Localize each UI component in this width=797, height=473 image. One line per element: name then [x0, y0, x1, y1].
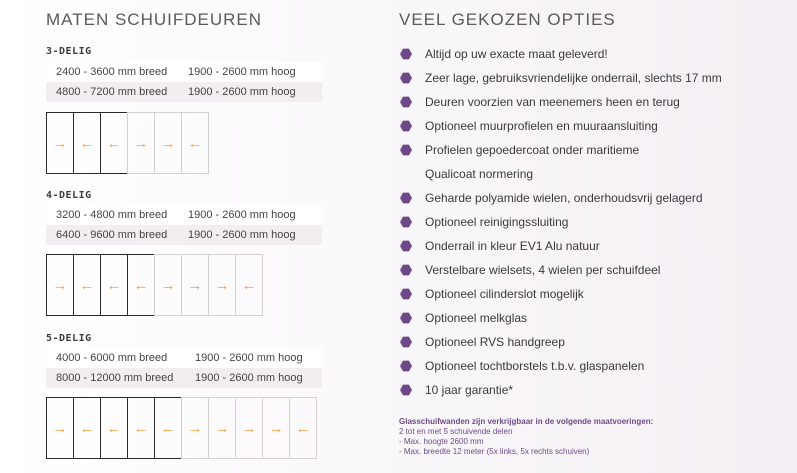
table-row — [46, 225, 322, 245]
arrow-right-icon: → — [214, 419, 230, 437]
notes-line: - Max. hoogte 2600 mm — [399, 437, 484, 446]
height-value: 1900 - 2600 mm hoog — [188, 229, 296, 241]
door-panel — [154, 112, 182, 174]
option-item — [399, 354, 722, 378]
width-value: 4800 - 7200 mm breed — [56, 86, 168, 98]
arrow-right-icon: → — [160, 134, 176, 152]
option-text: Verstelbare wielsets, 4 wielen per schuifdeel — [425, 263, 661, 277]
height-value: 1900 - 2600 mm hoog — [188, 86, 296, 98]
hexagon-bullet-icon — [400, 192, 412, 204]
door-panel — [235, 254, 263, 316]
notes-line: - Max. breedte 12 meter (5x links, 5x rechts schuiven) — [399, 447, 590, 456]
door-panel — [46, 254, 74, 316]
door-panel — [262, 397, 290, 459]
arrow-left-icon: ← — [295, 419, 311, 437]
option-item — [399, 378, 722, 402]
door-panel — [100, 397, 128, 459]
arrow-right-icon: → — [52, 419, 68, 437]
arrow-left-icon: ← — [79, 134, 95, 152]
table-row — [46, 82, 322, 102]
arrow-right-icon: → — [214, 276, 230, 294]
arrow-left-icon: ← — [106, 134, 122, 152]
door-panel — [73, 254, 101, 316]
hexagon-bullet-icon — [400, 288, 412, 300]
arrow-left-icon: ← — [133, 276, 149, 294]
hexagon-bullet-icon — [400, 360, 412, 372]
arrow-right-icon: → — [187, 419, 203, 437]
arrow-left-icon: ← — [79, 276, 95, 294]
door-panel — [127, 254, 155, 316]
sizes-title: MATEN SCHUIFDEUREN — [46, 10, 263, 29]
hexagon-bullet-icon — [400, 144, 412, 156]
hexagon-bullet-icon — [400, 120, 412, 132]
arrow-left-icon: ← — [241, 276, 257, 294]
door-diagram-5-delig — [46, 397, 316, 459]
option-item — [399, 42, 722, 66]
hexagon-bullet-icon — [400, 264, 412, 276]
option-item — [399, 210, 722, 234]
option-item — [399, 114, 722, 138]
arrow-left-icon: ← — [187, 134, 203, 152]
arrow-right-icon: → — [268, 419, 284, 437]
option-text: Optioneel muurprofielen en muuraansluiting — [425, 119, 658, 133]
hexagon-bullet-icon — [400, 240, 412, 252]
size-notes — [399, 417, 653, 457]
option-text: Optioneel RVS handgreep — [425, 335, 565, 349]
arrow-left-icon: ← — [106, 419, 122, 437]
option-text: Optioneel cilinderslot mogelijk — [425, 287, 584, 301]
arrow-right-icon: → — [187, 276, 203, 294]
option-text: Onderrail in kleur EV1 Alu natuur — [425, 239, 600, 253]
door-panel — [208, 397, 236, 459]
door-panel — [127, 397, 155, 459]
hexagon-bullet-icon — [400, 216, 412, 228]
hexagon-bullet-icon — [400, 72, 412, 84]
hexagon-bullet-icon — [400, 48, 412, 60]
option-text: Qualicoat normering — [425, 167, 534, 181]
width-value: 8000 - 12000 mm breed — [56, 372, 174, 384]
hexagon-bullet-icon — [400, 96, 412, 108]
door-panel — [100, 254, 128, 316]
arrow-right-icon: → — [160, 276, 176, 294]
option-text: Optioneel tochtborstels t.b.v. glaspanelen — [425, 359, 645, 373]
size-table-5-delig — [46, 348, 322, 388]
notes-title: Glasschuifwanden zijn verkrijgbaar in de volgende maatvoeringen: — [399, 417, 654, 426]
option-item — [399, 66, 722, 90]
option-text: Geharde polyamide wielen, onderhoudsvrij gelagerd — [425, 191, 703, 205]
hexagon-bullet-icon — [400, 312, 412, 324]
option-item — [399, 306, 722, 330]
option-item — [399, 258, 722, 282]
table-row — [46, 205, 322, 225]
hexagon-bullet-icon — [400, 336, 412, 348]
door-panel — [73, 112, 101, 174]
arrow-left-icon: ← — [160, 419, 176, 437]
door-panel — [100, 112, 128, 174]
width-value: 2400 - 3600 mm breed — [56, 66, 168, 78]
door-panel — [235, 397, 263, 459]
door-panel — [289, 397, 317, 459]
door-diagram-4-delig — [46, 254, 262, 316]
notes-line: 2 tot en met 5 schuivende delen — [399, 427, 513, 436]
option-item — [399, 162, 722, 186]
section-label-4-delig: 4-DELIG — [46, 190, 92, 201]
arrow-left-icon: ← — [106, 276, 122, 294]
arrow-right-icon: → — [52, 134, 68, 152]
table-row — [46, 348, 322, 368]
arrow-right-icon: → — [241, 419, 257, 437]
option-text: Zeer lage, gebruiksvriendelijke onderrail, slechts 17 mm — [425, 71, 722, 85]
table-row — [46, 368, 322, 388]
section-label-5-delig: 5-DELIG — [46, 333, 92, 344]
door-panel — [154, 254, 182, 316]
option-text: Altijd op uw exacte maat geleverd! — [425, 47, 608, 61]
option-text: Optioneel reinigingssluiting — [425, 215, 569, 229]
arrow-right-icon: → — [133, 134, 149, 152]
section-label-3-delig: 3-DELIG — [46, 46, 92, 57]
door-panel — [73, 397, 101, 459]
option-text: Profielen gepoedercoat onder maritieme — [425, 143, 640, 157]
options-title: VEEL GEKOZEN OPTIES — [399, 10, 616, 29]
table-row — [46, 62, 322, 82]
door-panel — [46, 397, 74, 459]
option-item — [399, 234, 722, 258]
door-panel — [181, 254, 209, 316]
door-panel — [181, 112, 209, 174]
option-text: 10 jaar garantie* — [425, 383, 514, 397]
door-panel — [208, 254, 236, 316]
height-value: 1900 - 2600 mm hoog — [188, 66, 296, 78]
door-panel — [154, 397, 182, 459]
hexagon-bullet-icon — [400, 384, 412, 396]
arrow-left-icon: ← — [79, 419, 95, 437]
option-text: Optioneel melkglas — [425, 311, 528, 325]
option-text: Deuren voorzien van meenemers heen en terug — [425, 95, 680, 109]
option-item — [399, 186, 722, 210]
door-diagram-3-delig — [46, 112, 208, 174]
option-item — [399, 282, 722, 306]
size-table-3-delig — [46, 62, 322, 102]
height-value: 1900 - 2600 mm hoog — [195, 352, 303, 364]
options-list — [399, 42, 722, 402]
height-value: 1900 - 2600 mm hoog — [195, 372, 303, 384]
width-value: 4000 - 6000 mm breed — [56, 352, 168, 364]
door-panel — [181, 397, 209, 459]
door-panel — [46, 112, 74, 174]
width-value: 3200 - 4800 mm breed — [56, 209, 168, 221]
option-item — [399, 138, 722, 162]
height-value: 1900 - 2600 mm hoog — [188, 209, 296, 221]
door-panel — [127, 112, 155, 174]
arrow-left-icon: ← — [133, 419, 149, 437]
arrow-right-icon: → — [52, 276, 68, 294]
width-value: 6400 - 9600 mm breed — [56, 229, 168, 241]
size-table-4-delig — [46, 205, 322, 245]
option-item — [399, 330, 722, 354]
option-item — [399, 90, 722, 114]
